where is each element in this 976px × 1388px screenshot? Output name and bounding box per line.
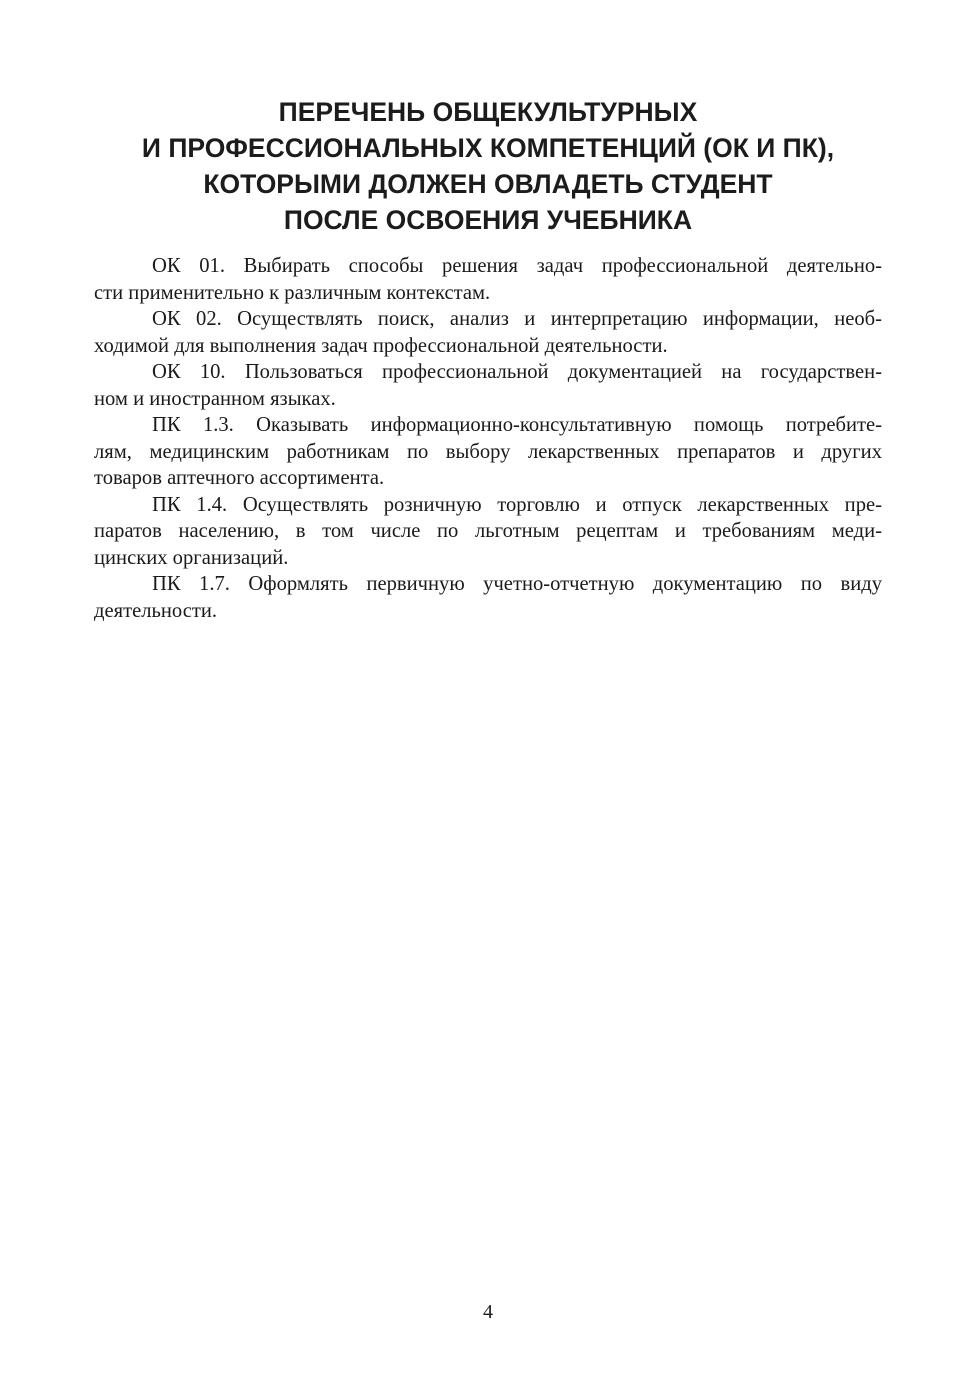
text-line: паратов населению, в том числе по льготным рецептам и требованиям меди-	[94, 520, 882, 542]
text-line: деятельности.	[94, 599, 218, 622]
text-line: ОК 02. Осуществлять поиск, анализ и интерпретацию информации, необ-	[152, 308, 882, 330]
text-line: ном и иностранном языках.	[94, 387, 336, 410]
text-line: ОК 10. Пользоваться профессиональной документацией на государствен-	[152, 361, 882, 383]
text-line: ходимой для выполнения задач профессиональной деятельности.	[94, 334, 668, 357]
competency-ok-10	[94, 359, 882, 412]
page-title	[60, 94, 916, 238]
title-line: И ПРОФЕССИОНАЛЬНЫХ КОМПЕТЕНЦИЙ (ОК И ПК),	[141, 133, 835, 163]
competency-pk-1-4	[94, 492, 882, 572]
text-line: цинских организаций.	[94, 546, 289, 569]
competency-ok-02	[94, 306, 882, 359]
title-line: КОТОРЫМИ ДОЛЖЕН ОВЛАДЕТЬ СТУДЕНТ	[203, 169, 773, 199]
competency-pk-1-3	[94, 412, 882, 492]
text-line: товаров аптечного ассортимента.	[94, 467, 385, 489]
text-line: ОК 01. Выбирать способы решения задач профессиональной деятельно-	[152, 255, 882, 277]
title-line: ПОСЛЕ ОСВОЕНИЯ УЧЕБНИКА	[283, 205, 693, 235]
text-line: ПК 1.3. Оказывать информационно-консультативную помощь потребите-	[152, 414, 882, 436]
text-line: лям, медицинским работникам по выбору лекарственных препаратов и других	[94, 440, 882, 463]
title-line: ПЕРЕЧЕНЬ ОБЩЕКУЛЬТУРНЫХ	[278, 97, 698, 127]
text-line: ПК 1.7. Оформлять первичную учетно-отчетную документацию по виду	[152, 573, 882, 595]
competency-pk-1-7	[94, 571, 882, 624]
competency-ok-01	[94, 253, 882, 306]
text-line: ПК 1.4. Осуществлять розничную торговлю и отпуск лекарственных пре-	[152, 493, 882, 516]
page-number: 4	[483, 1301, 493, 1323]
competency-list	[94, 253, 882, 624]
text-line: сти применительно к различным контекстам.	[94, 281, 491, 304]
